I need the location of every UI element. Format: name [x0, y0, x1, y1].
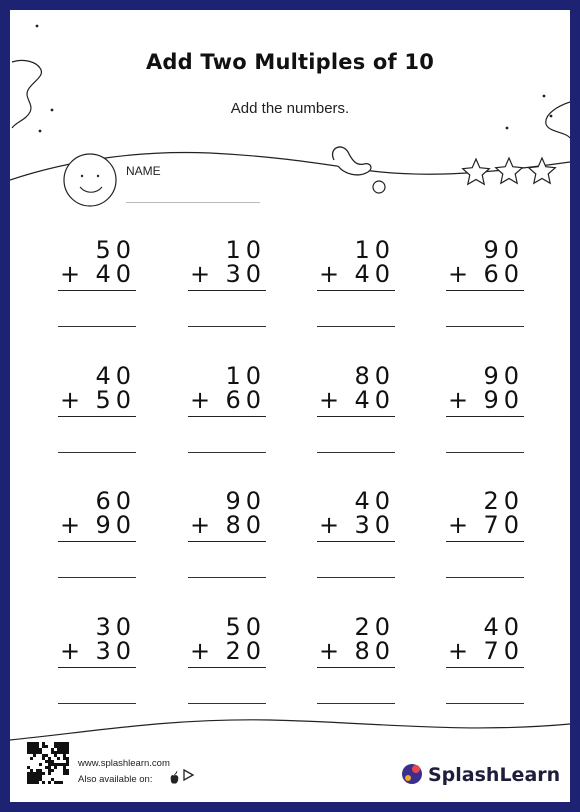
addend-bottom-row [188, 262, 266, 286]
addend-bottom-row [317, 639, 395, 663]
addend-top: 50 [95, 236, 136, 264]
sum-rule [317, 541, 395, 542]
addend-top: 10 [354, 236, 395, 264]
addend-top: 10 [225, 236, 266, 264]
plus-sign: + [190, 386, 211, 414]
addend-bottom-row [446, 262, 524, 286]
addend-bottom: 40 [354, 260, 395, 288]
sum-rule [188, 541, 266, 542]
addend-bottom: 70 [483, 511, 524, 539]
addend-bottom-row [188, 639, 266, 663]
addend-bottom: 30 [225, 260, 266, 288]
page-title: Add Two Multiples of 10 [145, 50, 435, 74]
addend-bottom: 80 [225, 511, 266, 539]
addend-bottom: 20 [225, 637, 266, 665]
addition-problem [58, 364, 136, 453]
star-icon [529, 158, 556, 183]
addend-top: 80 [354, 362, 395, 390]
plus-sign: + [448, 260, 469, 288]
addition-problem [317, 238, 395, 327]
addend-bottom-row [58, 513, 136, 537]
addend-bottom-row [188, 388, 266, 412]
addend-bottom: 60 [483, 260, 524, 288]
sum-rule [446, 416, 524, 417]
available-on-label: Also available on: [78, 774, 153, 785]
addend-bottom-row [58, 388, 136, 412]
addend-bottom: 80 [354, 637, 395, 665]
answer-line[interactable] [58, 326, 136, 327]
answer-line[interactable] [58, 577, 136, 578]
answer-line[interactable] [58, 452, 136, 453]
plus-sign: + [190, 511, 211, 539]
name-label: NAME [126, 164, 161, 178]
addend-top: 30 [95, 613, 136, 641]
dot-decoration [543, 95, 546, 98]
sum-rule [446, 541, 524, 542]
addend-top: 20 [483, 487, 524, 515]
website-url[interactable]: www.splashlearn.com [78, 758, 170, 769]
addition-problem [317, 615, 395, 704]
addend-bottom-row [58, 262, 136, 286]
sum-rule [446, 667, 524, 668]
addend-top: 40 [483, 613, 524, 641]
addend-bottom: 30 [95, 637, 136, 665]
answer-line[interactable] [446, 326, 524, 327]
plus-sign: + [319, 511, 340, 539]
addend-bottom-row [446, 513, 524, 537]
addend-bottom-row [58, 639, 136, 663]
addition-problem [58, 489, 136, 578]
addition-problem [58, 238, 136, 327]
plus-sign: + [60, 511, 81, 539]
addition-problem [446, 489, 524, 578]
addend-top: 50 [225, 613, 266, 641]
answer-line[interactable] [317, 452, 395, 453]
addition-problem [188, 615, 266, 704]
star-icon [463, 159, 490, 184]
addend-top: 10 [225, 362, 266, 390]
name-input-line[interactable] [126, 202, 260, 203]
addend-bottom-row [317, 513, 395, 537]
apple-icon [171, 771, 178, 783]
addition-problem [188, 489, 266, 578]
play-store-icon [184, 770, 193, 780]
plus-sign: + [448, 511, 469, 539]
addition-problem [58, 615, 136, 704]
answer-line[interactable] [446, 452, 524, 453]
addend-bottom-row [446, 639, 524, 663]
addend-bottom: 90 [483, 386, 524, 414]
addend-bottom: 60 [225, 386, 266, 414]
answer-line[interactable] [446, 577, 524, 578]
addend-bottom: 30 [354, 511, 395, 539]
addend-bottom-row [317, 388, 395, 412]
plus-sign: + [60, 637, 81, 665]
addition-problem [317, 489, 395, 578]
answer-line[interactable] [188, 326, 266, 327]
addition-problem [446, 238, 524, 327]
sum-rule [317, 667, 395, 668]
answer-line[interactable] [188, 577, 266, 578]
addend-bottom: 90 [95, 511, 136, 539]
addend-bottom-row [446, 388, 524, 412]
worksheet-page [10, 10, 570, 802]
answer-line[interactable] [58, 703, 136, 704]
answer-line[interactable] [317, 703, 395, 704]
plus-sign: + [60, 260, 81, 288]
addend-top: 90 [483, 236, 524, 264]
plus-sign: + [190, 637, 211, 665]
addition-problem [188, 238, 266, 327]
addend-top: 40 [95, 362, 136, 390]
plus-sign: + [60, 386, 81, 414]
sum-rule [317, 290, 395, 291]
addend-bottom: 40 [354, 386, 395, 414]
sum-rule [58, 290, 136, 291]
addend-bottom-row [188, 513, 266, 537]
splashlearn-logo-icon [402, 764, 422, 784]
addend-bottom-row [317, 262, 395, 286]
plus-sign: + [448, 637, 469, 665]
addend-top: 90 [225, 487, 266, 515]
dot-decoration [39, 130, 42, 133]
sum-rule [58, 667, 136, 668]
addition-problem [446, 615, 524, 704]
addend-top: 20 [354, 613, 395, 641]
sum-rule [58, 416, 136, 417]
answer-line[interactable] [188, 452, 266, 453]
wave-divider [10, 720, 570, 740]
addend-top: 40 [354, 487, 395, 515]
circle-decoration [373, 181, 385, 193]
addend-bottom: 70 [483, 637, 524, 665]
sum-rule [446, 290, 524, 291]
sum-rule [188, 290, 266, 291]
addend-bottom: 50 [95, 386, 136, 414]
addend-bottom: 40 [95, 260, 136, 288]
addition-problem [188, 364, 266, 453]
addition-problem [317, 364, 395, 453]
instructions: Add the numbers. [230, 100, 350, 117]
plus-sign: + [319, 386, 340, 414]
plus-sign: + [319, 637, 340, 665]
dot-decoration [506, 127, 509, 130]
addend-top: 60 [95, 487, 136, 515]
answer-line[interactable] [317, 326, 395, 327]
addend-top: 90 [483, 362, 524, 390]
qr-code-icon [27, 742, 69, 784]
star-icon [496, 158, 523, 183]
brand-name: SplashLearn [428, 764, 561, 786]
plus-sign: + [190, 260, 211, 288]
dot-decoration [36, 25, 39, 28]
plus-sign: + [448, 386, 469, 414]
smiley-face-icon [64, 154, 116, 206]
answer-line[interactable] [188, 703, 266, 704]
sum-rule [188, 416, 266, 417]
sum-rule [188, 667, 266, 668]
sum-rule [58, 541, 136, 542]
addition-problem [446, 364, 524, 453]
answer-line[interactable] [446, 703, 524, 704]
hook-decoration [333, 147, 371, 175]
answer-line[interactable] [317, 577, 395, 578]
sum-rule [317, 416, 395, 417]
plus-sign: + [319, 260, 340, 288]
